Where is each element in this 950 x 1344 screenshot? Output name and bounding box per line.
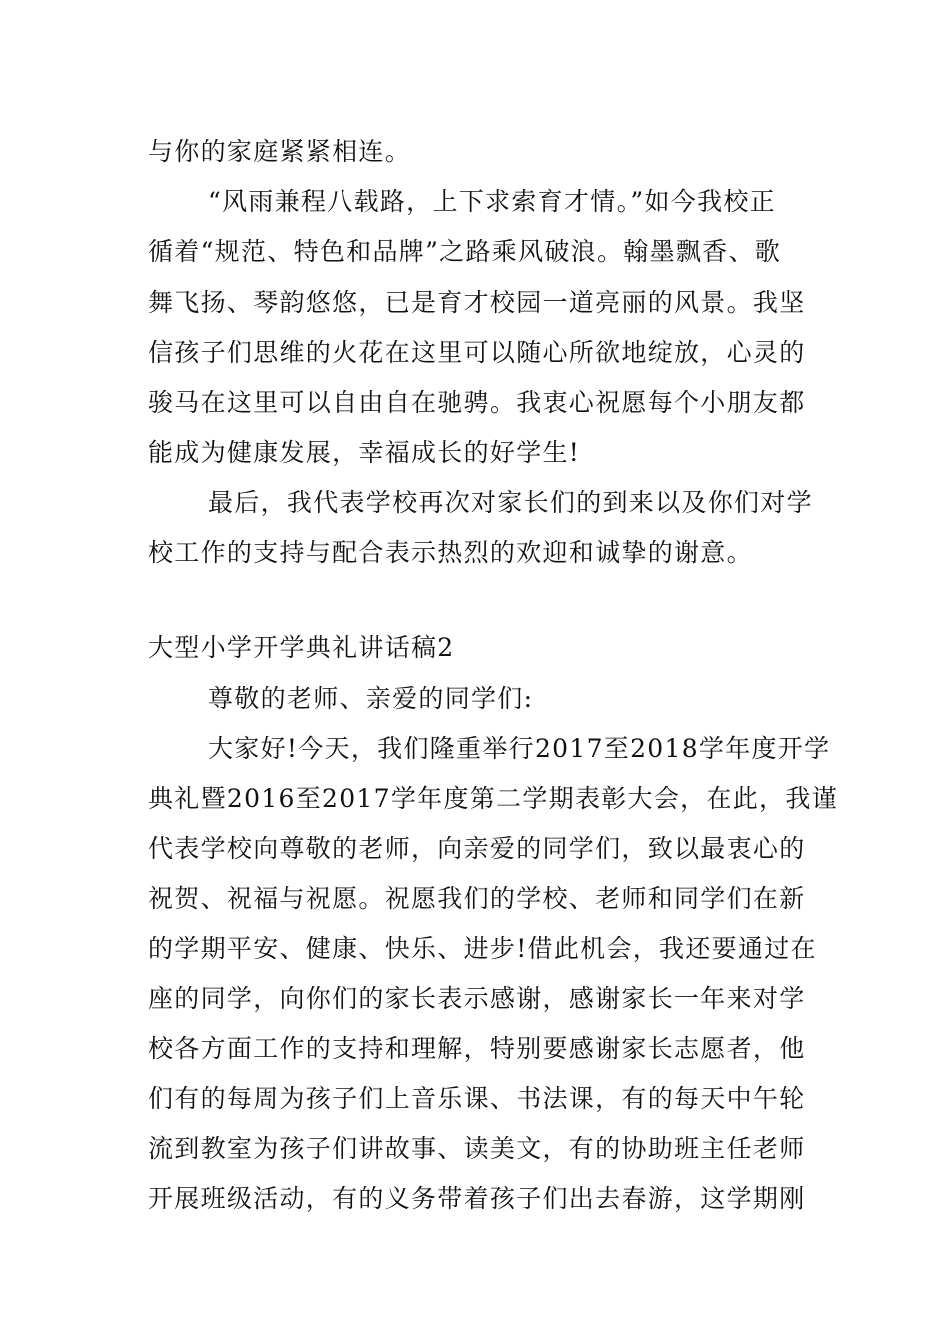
paragraph-line: 与你的家庭紧紧相连。 (148, 137, 412, 166)
paragraph-line: 开展班级活动，有的义务带着孩子们出去春游，这学期刚 (148, 1184, 806, 1213)
paragraph-line: 们有的每周为孩子们上音乐课、书法课，有的每天中午轮 (148, 1084, 806, 1113)
section-heading: 大型小学开学典礼讲话稿2 (148, 633, 455, 662)
paragraph-line: 大家好!今天，我们隆重举行2017至2018学年度开学 (208, 734, 831, 763)
salutation-line: 尊敬的老师、亲爱的同学们: (208, 684, 534, 713)
paragraph-line: 的学期平安、健康、快乐、进步!借此机会，我还要通过在 (148, 934, 817, 963)
paragraph-line: 校各方面工作的支持和理解，特别要感谢家长志愿者，他 (148, 1034, 806, 1063)
paragraph-line: 代表学校向尊敬的老师，向亲爱的同学们，致以最衷心的 (148, 834, 806, 863)
paragraph-line: 循着“规范、特色和品牌”之路乘风破浪。翰墨飘香、歌 (148, 237, 782, 266)
paragraph-line: 校工作的支持与配合表示热烈的欢迎和诚挚的谢意。 (148, 538, 753, 567)
paragraph-line: 信孩子们思维的火花在这里可以随心所欲地绽放，心灵的 (148, 338, 806, 367)
paragraph-line: 骏马在这里可以自由自在驰骋。我衷心祝愿每个小朋友都 (148, 388, 806, 417)
paragraph-line: 流到教室为孩子们讲故事、读美文，有的协助班主任老师 (148, 1134, 806, 1163)
paragraph-line: 舞飞扬、琴韵悠悠，已是育才校园一道亮丽的风景。我坚 (148, 288, 806, 317)
paragraph-line: 最后，我代表学校再次对家长们的到来以及你们对学 (208, 488, 813, 517)
paragraph-line: 祝贺、祝福与祝愿。祝愿我们的学校、老师和同学们在新 (148, 884, 806, 913)
paragraph-line: 座的同学，向你们的家长表示感谢，感谢家长一年来对学 (148, 984, 806, 1013)
paragraph-line: “风雨兼程八载路，上下求索育才情。”如今我校正 (208, 187, 776, 216)
paragraph-line: 能成为健康发展，幸福成长的好学生! (148, 438, 581, 467)
paragraph-line: 典礼暨2016至2017学年度第二学期表彰大会，在此，我谨 (148, 784, 838, 813)
